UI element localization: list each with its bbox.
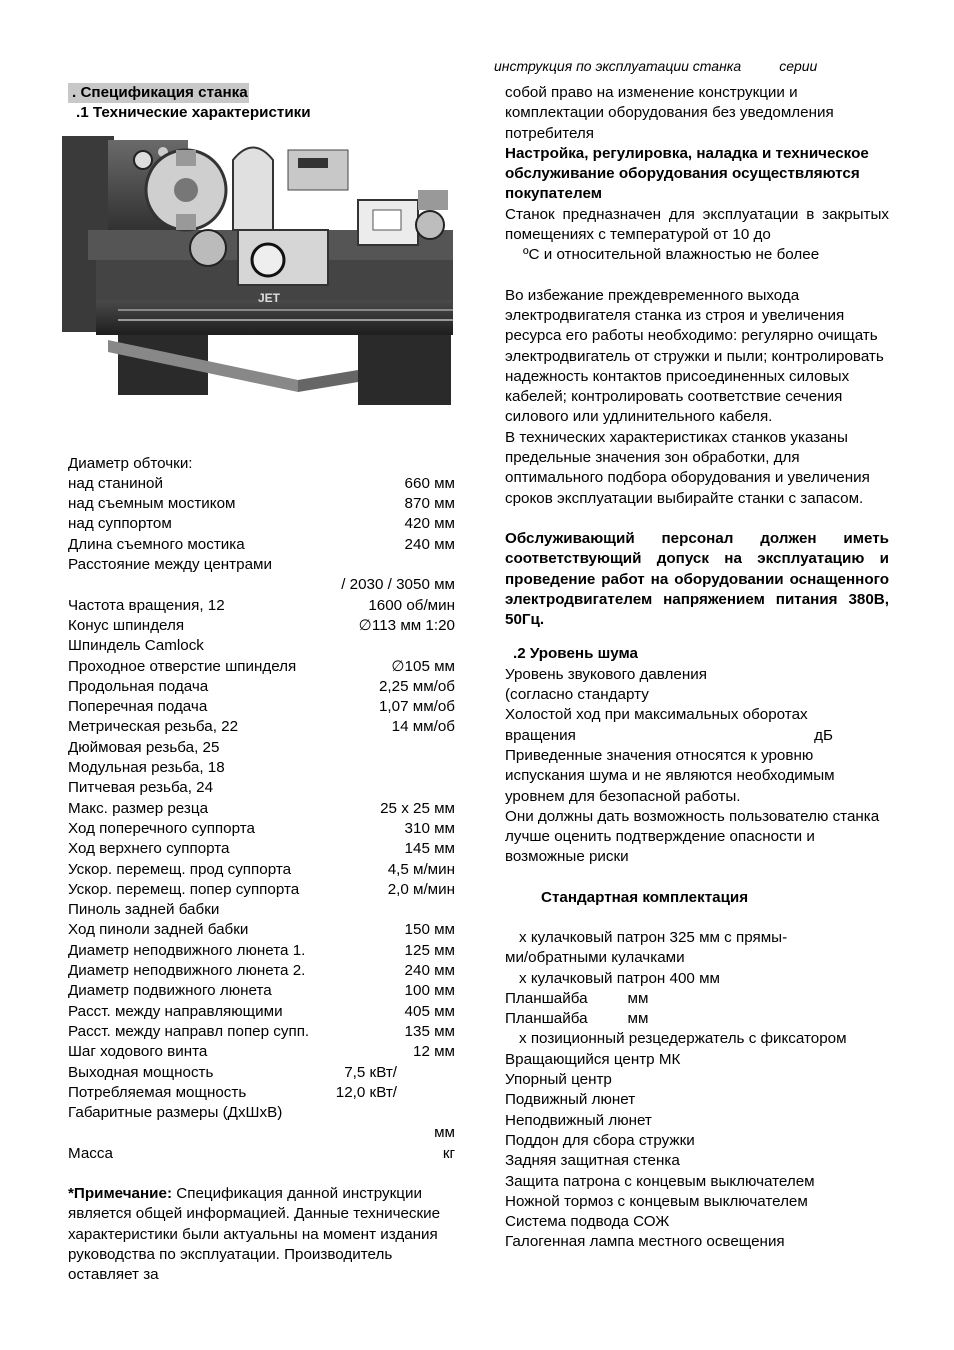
centers-value: / 2030 / 3050 мм (341, 576, 455, 594)
spec-label: над станиной (68, 474, 163, 492)
photo-logo: JET (258, 290, 281, 305)
spec-label: Поперечная подача (68, 698, 208, 716)
spec-label: Конус шпинделя (68, 616, 185, 634)
spec-row (68, 819, 455, 839)
noise-unit: дБ (814, 726, 833, 744)
noise-line-6: Они должны дать возможность пользователю станка лучше оценить подтверждение опасности и возможные риски (505, 807, 880, 866)
spec-label: Шпиндель Camlock (68, 637, 204, 655)
spec-label: Макс. размер резца (68, 799, 209, 817)
spec-row (68, 677, 455, 697)
spec-row (68, 799, 455, 819)
spec-value: 240 мм (404, 535, 455, 553)
power-in-row (68, 1083, 455, 1103)
spec-row (68, 778, 455, 798)
std-item-list (505, 1050, 889, 1253)
spec-label: Модульная резьба, 18 (68, 759, 225, 777)
std-item: Вращающийся центр МК (505, 1050, 681, 1068)
std-item: Подвижный люнет (505, 1091, 636, 1109)
power-in-value: 12,0 кВт/ (335, 1083, 397, 1101)
std-item: Система подвода СОЖ (505, 1213, 670, 1231)
std-title: Стандартная комплектация (541, 888, 749, 906)
spec-row (68, 616, 455, 636)
spec-value: 660 мм (404, 474, 455, 492)
spec-value: 2,0 м/мин (387, 880, 455, 898)
spec-row (68, 961, 455, 981)
noise-line-1: Уровень звукового давления (505, 665, 707, 683)
spec-label: Ход пиноли задней бабки (68, 921, 249, 939)
spec-row (68, 494, 455, 514)
spec-label: Проходное отверстие шпинделя (68, 657, 297, 675)
spec-label: Пиноль задней бабки (68, 901, 220, 919)
spec-value: 870 мм (404, 495, 455, 513)
power-in-label: Потребляемая мощность (68, 1083, 247, 1101)
noise-title: .2 Уровень шума (513, 645, 639, 663)
spec-value: 1,07 мм/об (378, 698, 455, 716)
faceplate-2 (505, 1009, 889, 1029)
spec-row (68, 535, 455, 555)
spec-value: 150 мм (404, 921, 455, 939)
spec-row (68, 474, 455, 494)
paragraph-setup: Настройка, регулировка, наладка и техническое обслуживание оборудования осуществляются покупателем (505, 144, 869, 203)
spec-label: Ход верхнего суппорта (68, 840, 230, 858)
spec-row (68, 697, 455, 717)
chuck3-line: х кулачковый патрон 325 мм с прямы- (519, 928, 788, 946)
power-out-value: 7,5 кВт/ (344, 1063, 397, 1081)
page-header (494, 58, 817, 74)
power-out-row (68, 1063, 455, 1083)
faceplate-1-label: Планшайба (505, 989, 588, 1007)
lathe-illustration (58, 130, 453, 426)
spec-label: Диаметр обточки: (68, 454, 193, 472)
faceplate-1 (505, 989, 889, 1009)
spec-value: 1600 об/мин (368, 596, 455, 614)
spec-label: Продольная подача (68, 677, 209, 695)
header-text: инструкция по эксплуатации станка (494, 58, 742, 74)
spec-label: Расстояние между центрами (68, 556, 272, 574)
note-text: Спецификация данной инструкции является общей информацией. Данные технические характеристики были актуальны на момент издания руководства по эксплуатации. Производитель оставляет за (68, 1184, 441, 1284)
spec-value: 125 мм (404, 941, 455, 959)
note-paragraph (68, 1184, 455, 1285)
power-out-label: Выходная мощность (68, 1063, 214, 1081)
chuck4-line: х кулачковый патрон 400 мм (519, 969, 720, 987)
spec-row (68, 1022, 455, 1042)
spec-value: 405 мм (404, 1002, 455, 1020)
spec-label: Расст. между направл попер супп. (68, 1022, 310, 1040)
left-column (68, 83, 455, 1285)
spec-row (68, 1042, 455, 1062)
spec-row (68, 657, 455, 677)
paragraph-rights: собой право на изменение конструкции и комплектации оборудования без уведомления потребителя (505, 84, 834, 142)
spec-list-2 (68, 596, 455, 1063)
paragraph-humidity: ºС и относительной влажностью не более (523, 246, 820, 264)
paragraph-staff: Обслуживающий персонал должен иметь соответствующий допуск на эксплуатацию и проведение работ на оборудовании оснащенного электродвигателем напряжением питания 380В, 50Гц. (505, 529, 889, 629)
spec-value: 12 мм (413, 1043, 455, 1061)
mass-label: Масса (68, 1144, 113, 1162)
spec-label: Частота вращения, 12 (68, 596, 225, 614)
subsection-title: .1 Технические характеристики (76, 104, 311, 122)
std-item: Ножной тормоз с концевым выключателем (505, 1192, 808, 1210)
spec-row (68, 596, 455, 616)
spec-value: 240 мм (404, 962, 455, 980)
noise-label: вращения (505, 726, 576, 744)
spec-row (68, 900, 455, 920)
noise-row-4 (505, 726, 889, 746)
header-series: серии (779, 58, 818, 74)
spec-value: 25 х 25 мм (380, 799, 455, 817)
std-item: Галогенная лампа местного освещения (505, 1233, 785, 1251)
spec-label: Ускор. перемещ. попер суппорта (68, 880, 300, 898)
spec-value: 145 мм (404, 840, 455, 858)
spec-label: Метрическая резьба, 22 (68, 718, 239, 736)
spec-label: Ускор. перемещ. прод суппорта (68, 860, 292, 878)
faceplate-2-label: Планшайба (505, 1010, 588, 1028)
spec-label: Дюймовая резьба, 25 (68, 738, 220, 756)
std-item: Поддон для сбора стружки (505, 1131, 695, 1149)
spec-label: Ход поперечного суппорта (68, 819, 255, 837)
spec-list (68, 454, 455, 576)
spec-label: Диаметр неподвижного люнета 1. (68, 941, 306, 959)
lathe-photo (58, 130, 453, 426)
spec-row (68, 981, 455, 1001)
noise-line-2: (согласно стандарту (505, 686, 649, 704)
spec-value: ∅105 мм (391, 657, 455, 675)
spec-label: над съемным мостиком (68, 495, 236, 513)
spec-value: 2,25 мм/об (378, 677, 455, 695)
spec-value: 14 мм/об (391, 718, 455, 736)
right-column (505, 83, 889, 1253)
spec-row (68, 860, 455, 880)
spec-row (68, 738, 455, 758)
spec-row (68, 880, 455, 900)
noise-line-3: Холостой ход при максимальных оборотах (505, 706, 808, 724)
spec-row (68, 636, 455, 656)
toolpost-line: х позиционный резцедержатель с фиксатором (519, 1030, 847, 1048)
spec-row (68, 758, 455, 778)
faceplate-2-unit: мм (627, 1010, 649, 1028)
spec-value: 135 мм (404, 1022, 455, 1040)
spec-label: Шаг ходового винта (68, 1043, 208, 1061)
spec-label: Питчевая резьба, 24 (68, 779, 214, 797)
spec-value: 420 мм (404, 515, 455, 533)
spec-row (68, 839, 455, 859)
paragraph-limits: В технических характеристиках станков указаны предельные значения зон обработки, для оптимального подбора оборудования и увеличения сроков эксплуатации выбирайте станки с запасом. (505, 428, 870, 507)
note-bold: *Примечание: (68, 1184, 173, 1202)
spec-label: над суппортом (68, 515, 172, 533)
noise-line-5: Приведенные значения относятся к уровню испускания шума и не являются необходимым уровнем для безопасной работы. (505, 746, 835, 805)
paragraph-operation: Станок предназначен для эксплуатации в закрытых помещениях с температурой от 10 до (505, 205, 889, 244)
mass-unit: кг (442, 1144, 455, 1162)
spec-row (68, 1002, 455, 1022)
spec-value: ∅113 мм 1:20 (358, 616, 455, 634)
spec-row (68, 941, 455, 961)
faceplate-1-unit: мм (627, 989, 649, 1007)
spec-row (68, 454, 455, 474)
spec-label: Расст. между направляющими (68, 1002, 283, 1020)
std-item: Упорный центр (505, 1071, 612, 1089)
spec-row (68, 920, 455, 940)
spec-label: Диаметр неподвижного люнета 2. (68, 962, 306, 980)
std-item: Задняя защитная стенка (505, 1152, 680, 1170)
dims-unit: мм (434, 1124, 455, 1142)
chuck3-line-2: ми/обратными кулачками (505, 949, 685, 967)
spec-value: 310 мм (404, 819, 455, 837)
dims-label: Габаритные размеры (ДхШхВ) (68, 1104, 283, 1122)
mass-row (68, 1144, 455, 1164)
section-title: . Спецификация станка (68, 83, 249, 103)
std-item: Неподвижный люнет (505, 1111, 652, 1129)
spec-value: 100 мм (404, 982, 455, 1000)
spec-label: Диаметр подвижного люнета (68, 982, 272, 1000)
spec-row (68, 514, 455, 534)
spec-row (68, 555, 455, 575)
spec-label: Длина съемного мостика (68, 535, 245, 553)
spec-row (68, 717, 455, 737)
std-item: Защита патрона с концевым выключателем (505, 1172, 815, 1190)
spec-value: 4,5 м/мин (387, 860, 455, 878)
paragraph-motor: Во избежание преждевременного выхода электродвигателя станка из строя и увеличения ресурса его работы необходимо: регулярно очищать электродвигатель от стружки и пыли; контролировать надежность контактов присоединенных силовых кабелей; контролировать соответствие сечения силового или удлинительного кабеля. (505, 286, 884, 426)
